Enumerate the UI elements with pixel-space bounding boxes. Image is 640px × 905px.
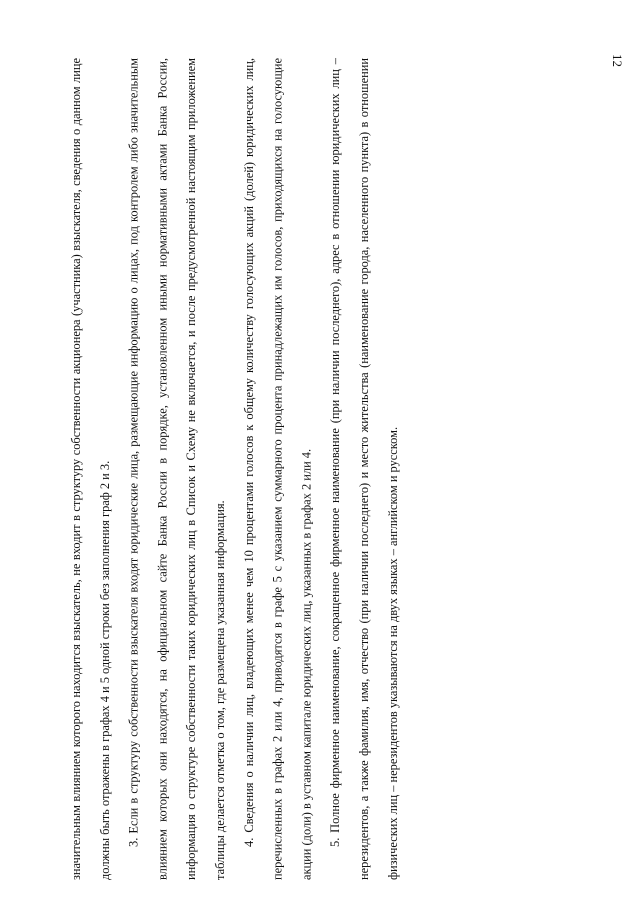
- paragraph-5: 5. Полное фирменное наименование, сокращенное фирменное наименование (при наличии последнего), адрес в отношении юридических лиц – нерезидентов, а также фамилия, имя, отчество (при наличии последнего) и место жительства (наименование города, населенного пункта) в отношении физических лиц – нерезидентов указываются на двух языках – английском и русском.: [328, 58, 400, 880]
- page-number: 12: [610, 54, 625, 67]
- body-text: [62, 58, 408, 880]
- paragraph-4: 4. Сведения о наличии лиц, владеющих менее чем 10 процентами голосов к общему количеству голосующих акций (долей) юридических лиц, перечисленных в графах 2 или 4, приводятся в графе 5 с указанием суммарного процента принадлежащих им голосов, приходящихся на голосующие акции (доли) в уставном капитале юридических лиц, указанных в графах 2 или 4.: [241, 58, 314, 880]
- paragraph-continuation: значительным влиянием которого находится взыскатель, не входит в структуру собственности акционера (участника) взыскателя, сведения о данном лице должны быть отражены в графах 4 и 5 одной строки без заполнения граф 2 и 3.: [69, 58, 112, 880]
- paragraph-3: 3. Если в структуру собственности взыскателя входят юридические лица, размещающие информацию о лицах, под контролем либо значительным влиянием которых они находятся, на официальном сайте Банка России в порядке, установленном иными нормативными актами Банка России, информация о структуре собственности таких юридических лиц в Список и Схему не включается, и после предусмотренной настоящим приложением таблицы делается отметка о том, где размещена указанная информация.: [126, 58, 227, 880]
